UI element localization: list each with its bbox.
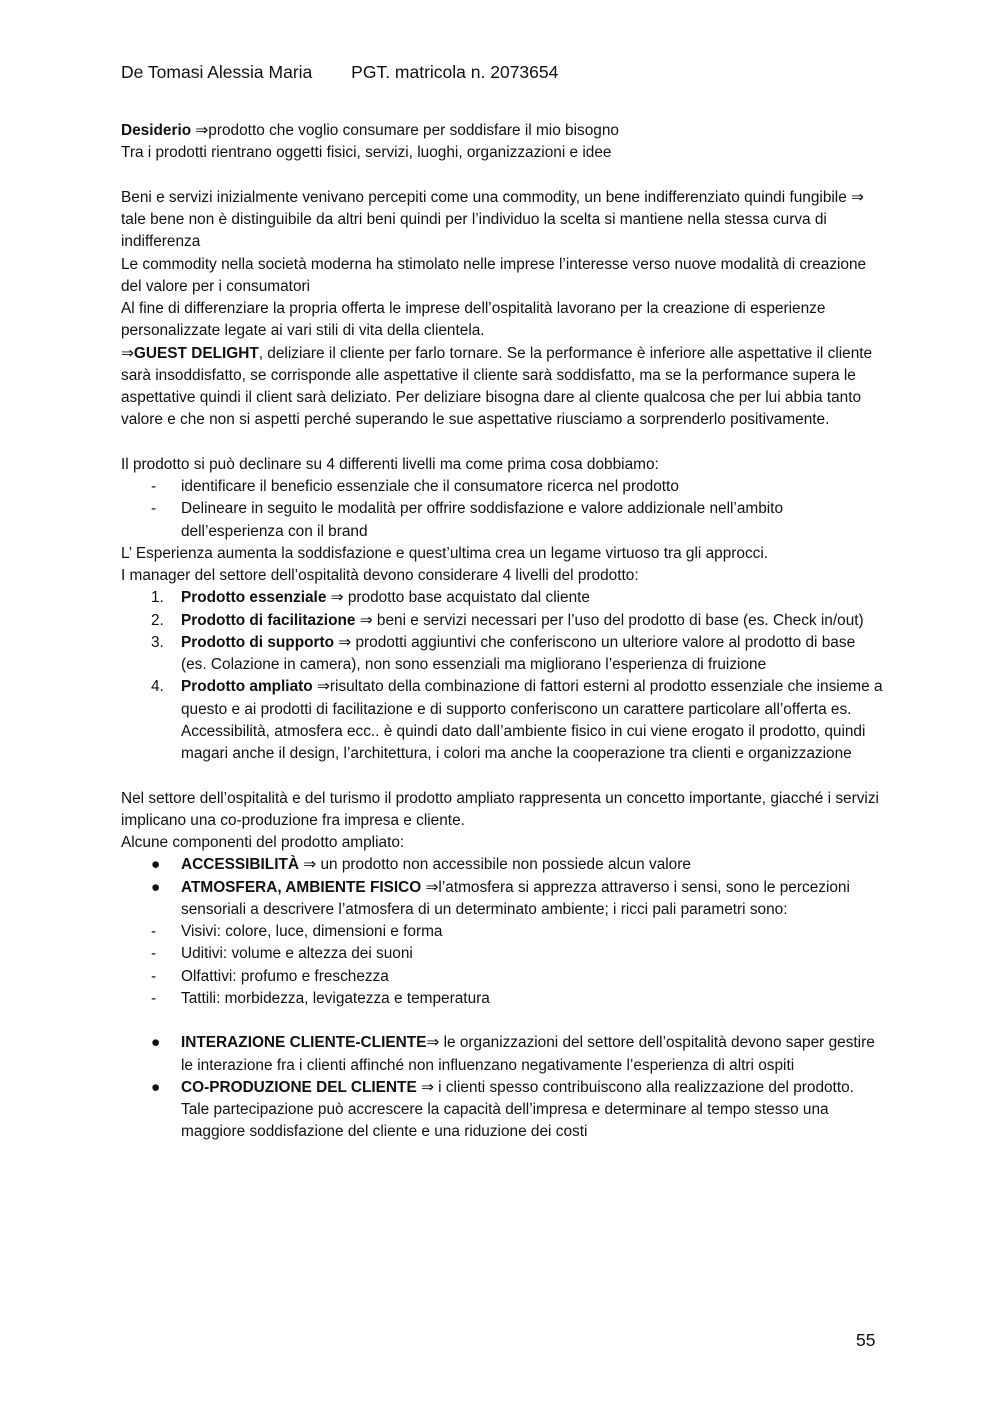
item-number: 2.: [151, 611, 164, 629]
numbered-item: [121, 632, 883, 677]
page-header: [121, 60, 558, 84]
paragraph-manager: I manager del settore dell’ospitalità devono considerare 4 livelli del prodotto:: [121, 567, 639, 584]
component-title: ATMOSFERA, AMBIENTE FISICO: [181, 878, 422, 896]
guest-delight-text: , deliziare il cliente per farlo tornare. Se la performance è inferiore alle aspettative il cliente sarà insoddisfatto, se corrisponde alle aspettative il cliente sarà soddisfatto, ma se la performance supera le aspettative quindi il client sarà deliziato. Per deliziare bisogna dare al cliente qualcosa che per lui abbia tanto valore e che non si aspetti perché superando le sue aspettative riusciamo a sorprenderlo positivamente.: [121, 344, 873, 429]
bullet-marker: ●: [151, 878, 161, 896]
sense-text: Olfattivi: profumo e freschezza: [181, 967, 389, 985]
level-title: Prodotto essenziale: [181, 589, 327, 607]
paragraph-commodity: Beni e servizi inizialmente venivano percepiti come una commodity, un bene indifferenziato quindi fungibile ⇒ tale bene non è distinguibile da altri beni quindi per l’individuo la scelta si mantiene nella stessa curva di indifferenza: [121, 188, 864, 251]
paragraph-desiderio: [121, 120, 883, 142]
paragraph-guest-delight: [121, 343, 883, 432]
sense-text: Visivi: colore, luce, dimensioni e forma: [181, 923, 443, 940]
item-number: 1.: [151, 589, 164, 607]
numbered-item: [121, 610, 883, 632]
bullet-item: [121, 877, 883, 922]
paragraph-levels-intro: Il prodotto si può declinare su 4 differenti livelli ma come prima cosa dobbiamo:: [121, 455, 659, 473]
bullet-item: [121, 1077, 883, 1144]
dash-marker: -: [151, 945, 157, 963]
item-number: 4.: [151, 678, 164, 696]
sense-text: Uditivi: volume e altezza dei suoni: [181, 945, 413, 963]
bullet-item: [121, 854, 883, 876]
term-desiderio: Desiderio: [121, 122, 192, 139]
paragraph-experience: L’ Esperienza aumenta la soddisfazione e quest’ultima crea un legame virtuoso tra gli approcci.: [121, 544, 769, 562]
level-text: ⇒ prodotto base acquistato dal cliente: [326, 589, 590, 607]
component-title: ACCESSIBILITÀ: [181, 856, 299, 874]
bullet-marker: ●: [151, 1078, 161, 1096]
list-item-text: Delineare in seguito le modalità per offrire soddisfazione e valore addizionale nell’ambito dell’esperienza con il brand: [181, 500, 784, 540]
document-body: [121, 120, 883, 1144]
numbered-item: [121, 587, 883, 609]
bullet-marker: ●: [151, 856, 161, 874]
header-student-id: PGT. matricola n. 2073654: [351, 62, 559, 82]
level-text: ⇒ prodotti aggiuntivi che conferiscono un ulteriore valore al prodotto di base (es. Colazione in camera), non sono essenziali ma migliorano l’esperienza di fruizione: [181, 633, 856, 673]
paragraph-commodity-society: Le commodity nella società moderna ha stimolato nelle imprese l’interesse verso nuove modalità di creazione del valore per i consumatori: [121, 255, 867, 295]
component-text: ⇒ le organizzazioni del settore dell’ospitalità devono saper gestire le interazione fra i clienti affinché non influenzano negativamente l’esperienza di altri ospiti: [181, 1034, 875, 1074]
component-text: ⇒l’atmosfera si apprezza attraverso i sensi, sono le percezioni sensoriali a descrivere l’atmosfera di un determinato ambiente; i ricci pali parametri sono:: [181, 878, 850, 918]
bullet-item: [121, 1032, 883, 1077]
bullet-marker: ●: [151, 1034, 161, 1052]
sense-item: [121, 988, 883, 1010]
level-title: Prodotto di facilitazione: [181, 611, 356, 629]
level-title: Prodotto di supporto: [181, 633, 335, 651]
level-text: ⇒ beni e servizi necessari per l’uso del prodotto di base (es. Check in/out): [355, 611, 864, 629]
sense-item: [121, 921, 883, 943]
page-number: 55: [856, 1330, 876, 1350]
component-title: CO-PRODUZIONE DEL CLIENTE: [181, 1078, 417, 1096]
sense-item: [121, 966, 883, 988]
paragraph-differentiation: Al fine di differenziare la propria offerta le imprese dell’ospitalità lavorano per la creazione di esperienze personalizzate legate ai vari stili di vita della clientela.: [121, 300, 826, 340]
list-item: [121, 476, 883, 498]
component-text: ⇒ un prodotto non accessibile non possiede alcun valore: [299, 856, 691, 874]
header-author: De Tomasi Alessia Maria: [121, 62, 313, 82]
component-text: ⇒ i clienti spesso contribuiscono alla realizzazione del prodotto. Tale partecipazione può accrescere la capacità dell’impresa e determinare al tempo stesso una maggiore soddisfazione del cliente e una riduzione dei costi: [181, 1078, 854, 1141]
arrow-symbol: ⇒: [121, 344, 134, 362]
component-title: INTERAZIONE CLIENTE-CLIENTE: [181, 1034, 427, 1052]
definition-text: ⇒prodotto che voglio consumare per soddisfare il mio bisogno: [191, 122, 619, 139]
dash-marker: -: [151, 923, 157, 940]
paragraph-products: Tra i prodotti rientrano oggetti fisici, servizi, luoghi, organizzazioni e idee: [121, 144, 612, 162]
list-item-text: identificare il beneficio essenziale che il consumatore ricerca nel prodotto: [181, 478, 679, 495]
list-item: [121, 498, 883, 543]
dash-marker: -: [151, 500, 157, 518]
paragraph-components: Alcune componenti del prodotto ampliato:: [121, 834, 405, 851]
paragraph-hospitality: Nel settore dell’ospitalità e del turismo il prodotto ampliato rappresenta un concetto importante, giacché i servizi implicano una co-produzione fra impresa e cliente.: [121, 789, 879, 829]
term-guest-delight: GUEST DELIGHT: [133, 344, 259, 362]
numbered-item: [121, 676, 883, 765]
item-number: 3.: [151, 633, 164, 651]
dash-marker: -: [151, 989, 157, 1007]
sense-text: Tattili: morbidezza, levigatezza e temperatura: [181, 989, 490, 1007]
dash-marker: -: [151, 967, 157, 985]
level-text: ⇒risultato della combinazione di fattori esterni al prodotto essenziale che insieme a questo e ai prodotti di facilitazione e di supporto conferiscono un carattere particolare all’offerta es. Accessibilità, atmosfera ecc.. è quindi dato dall’ambiente fisico in cui viene erogato il prodotto, quindi magari anche il design, l’architettura, i colori ma anche la cooperazione tra clienti e organizzazione: [181, 678, 883, 762]
dash-marker: -: [151, 478, 157, 495]
sense-item: [121, 943, 883, 965]
level-title: Prodotto ampliato: [181, 678, 313, 696]
